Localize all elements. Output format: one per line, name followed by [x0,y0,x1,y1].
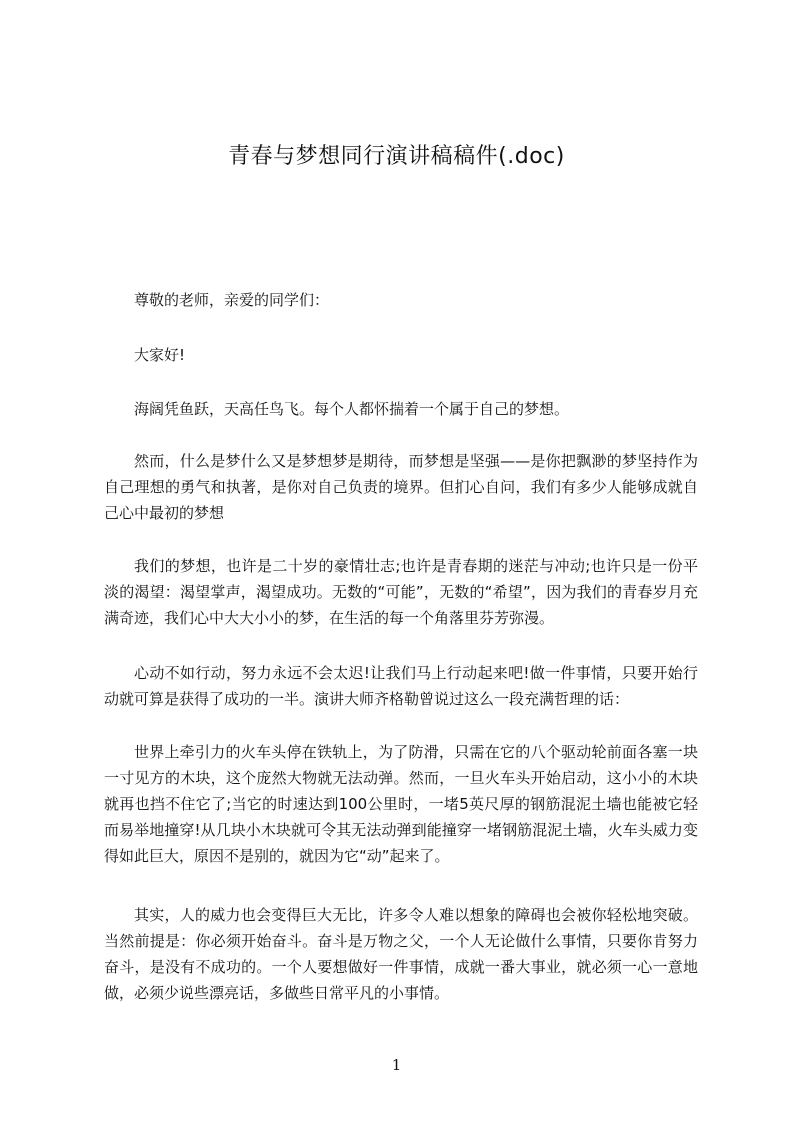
paragraph-greeting: 大家好! [134,346,186,364]
document-title: 青春与梦想同行演讲稿稿件(.doc) [228,144,565,169]
paragraph-intro: 海阔凭鱼跃，天高任鸟飞。每个人都怀揣着一个属于自己的梦想。 [134,400,570,418]
paragraph-locomotive: 世界上牵引力的火车头停在铁轨上，为了防滑，只需在它的八个驱动轮前面各塞一块一寸见方的木块，这个庞然大物就无法动弹。然而，一旦火车头开始启动，这小小的木块就再也挡不住它了;当它的时速达到100公里时，一堵5英尺厚的钢筋混泥土墙也能被它轻而易举地撞穿!从几块小木块就可令其无法动弹到能撞穿一堵钢筋混泥土墙，火车头威力变得如此巨大，原因不是别的，就因为它“动”起来了。 [104,743,698,865]
paragraph-our-dreams: 我们的梦想，也许是二十岁的豪情壮志;也许是青春期的迷茫与冲动;也许只是一份平淡的渴望：渴望掌声，渴望成功。无数的“可能”，无数的“希望”，因为我们的青春岁月充满奇迹，我们心中大大小小的梦，在生活的每一个角落里芬芳弥漫。 [104,557,698,627]
page-number: 1 [391,1056,402,1074]
paragraph-dream-meaning: 然而，什么是梦什么又是梦想梦是期待，而梦想是坚强——是你把飘渺的梦坚持作为自己理想的勇气和执著，是你对自己负责的境界。但扪心自问，我们有多少人能够成就自己心中最初的梦想 [104,452,698,522]
paragraph-conclusion: 其实，人的威力也会变得巨大无比，许多令人难以想象的障碍也会被你轻松地突破。当然前提是：你必须开始奋斗。奋斗是万物之父，一个人无论做什么事情，只要你肯努力奋斗，是没有不成功的。一个人要想做好一件事情，成就一番大事业，就必须一心一意地做，必须少说些漂亮话，多做些日常平凡的小事情。 [104,906,698,1002]
paragraph-take-action: 心动不如行动，努力永远不会太迟!让我们马上行动起来吧!做一件事情，只要开始行动就可算是获得了成功的一半。演讲大师齐格勒曾说过这么一段充满哲理的话： [104,664,698,708]
paragraph-salutation: 尊敬的老师，亲爱的同学们： [134,291,330,309]
